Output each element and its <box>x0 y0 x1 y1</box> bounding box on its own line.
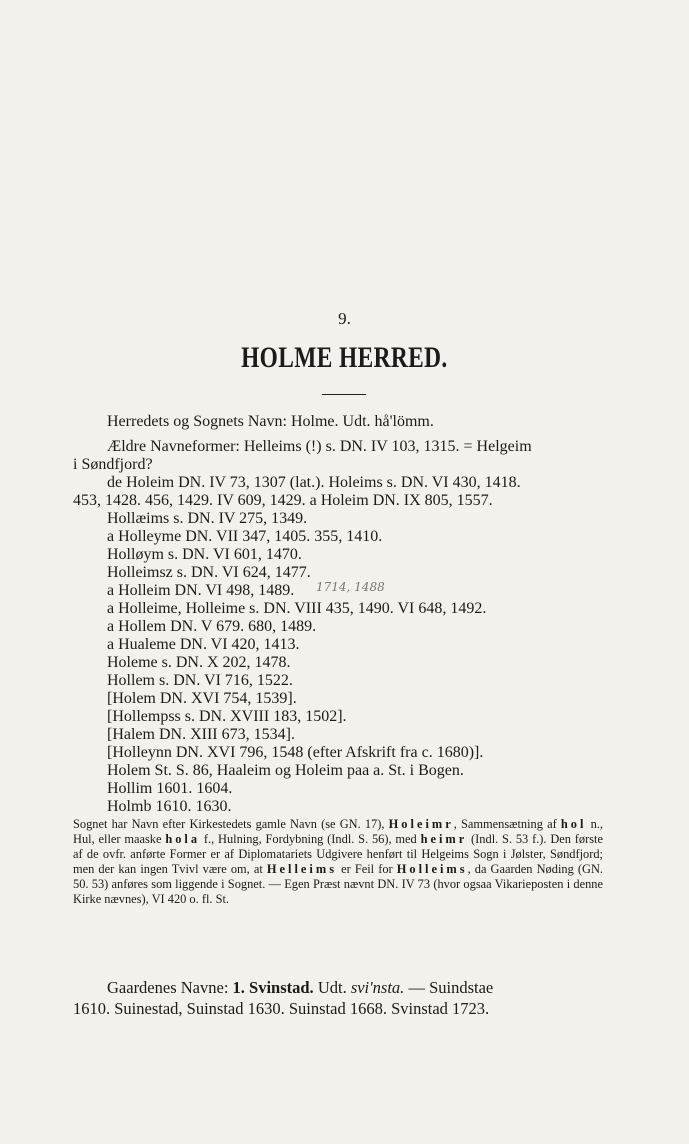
line-form: 453, 1428. 456, 1429. IV 609, 1429. a Holeim DN. IX 805, 1557. <box>73 492 493 509</box>
line-form: Holem St. S. 86, Haaleim og Holeim paa a. St. i Bogen. <box>107 762 464 779</box>
farm-names <box>73 977 603 1019</box>
farm-line-1 <box>73 977 603 998</box>
spaced-word: hol <box>560 817 587 831</box>
line-form: Hollim 1601. 1604. <box>107 780 233 797</box>
farm-name: Svinstad. <box>249 978 314 997</box>
line-form-bracketed: [Holem DN. XVI 754, 1539]. <box>107 690 297 707</box>
line-form: a Holleime, Holleime s. DN. VIII 435, 1490. VI 648, 1492. <box>107 600 487 617</box>
line-form: a Hualeme DN. VI 420, 1413. <box>107 636 300 653</box>
line-form: Hollem s. DN. VI 716, 1522. <box>107 672 293 689</box>
spaced-word: Holleims <box>396 862 468 877</box>
farm-rest: — Suindstae <box>404 978 494 997</box>
line-form: Holeme s. DN. X 202, 1478. <box>107 654 291 671</box>
spaced-word: hola <box>165 832 201 847</box>
handwritten-note: 1714, 1488 <box>316 580 385 594</box>
line-form: Holmb 1610. 1630. <box>107 798 232 815</box>
line-form-bracketed: [Halem DN. XIII 673, 1534]. <box>107 726 295 743</box>
farm-pronunciation: svi'nsta. <box>350 978 405 997</box>
line-form: Hollæims s. DN. IV 275, 1349. <box>107 510 308 527</box>
page-title: HOLME HERRED. <box>241 341 448 374</box>
line-form: a Holleyme DN. VII 347, 1405. 355, 1410. <box>107 528 383 545</box>
line-sondfjord: i Søndfjord? <box>73 456 153 473</box>
spaced-word: Helleims <box>266 862 338 877</box>
line-parish-name <box>107 413 434 431</box>
farm-number: 1. <box>232 978 245 997</box>
line-older-forms: Ældre Navneformer: Helleims (!) s. DN. IV 103, 1315. = Helgeim <box>107 438 532 455</box>
line-form: Holløym s. DN. VI 601, 1470. <box>107 546 302 563</box>
title-divider <box>322 394 366 395</box>
line-form-bracketed: [Hollempss s. DN. XVIII 183, 1502]. <box>107 708 347 725</box>
farm-line-2: 1610. Suinestad, Suinstad 1630. Suinstad 1668. Svinstad 1723. <box>73 999 490 1018</box>
line-form-bracketed: [Holleynn DN. XVI 796, 1548 (efter Afskrift fra c. 1680)]. <box>107 744 484 761</box>
commentary-text: er Feil for <box>337 862 397 877</box>
line-form: a Holleim DN. VI 498, 1489. <box>107 582 295 599</box>
commentary-text: (Indl. S. 53 f.). Den første af de ovfr. anførte Former er af Diplomatariets Udgivere henført til Helgeims Sogn i Jølster, Søndfjord; men der kan ingen Tvivl være om, at <box>73 832 604 877</box>
commentary-text: , Sammensætning af <box>453 817 561 831</box>
line-form: de Holeim DN. IV 73, 1307 (lat.). Holeims s. DN. VI 430, 1418. <box>107 474 521 491</box>
line-form: Holleimsz s. DN. VI 624, 1477. <box>107 564 311 581</box>
commentary-text: , da Gaarden Nøding (GN. 50. 53) anføres som liggende i Sognet. — Egen Præst nævnt DN. IV 73 (hvor ogsaa Vikarieposten i denne Kirke nævnes), VI 420 o. fl. St. <box>73 862 603 907</box>
line-form: a Hollem DN. V 679. 680, 1489. <box>107 618 317 635</box>
farm-udt: Udt. <box>313 978 351 997</box>
commentary-paragraph <box>73 817 603 908</box>
spaced-word: heimr <box>420 832 468 847</box>
commentary-text: f., Hulning, Fordybning (Indl. S. 56), med <box>200 832 421 847</box>
spaced-word: Holeimr <box>388 817 454 831</box>
commentary-text: Sognet har Navn efter Kirkestedets gamle Navn (se GN. 17), <box>73 817 389 831</box>
line-text: Herredets og Sognets Navn: Holme. Udt. hå'lömm. <box>107 413 434 430</box>
commentary-text: n., Hul, eller maaske <box>73 817 604 847</box>
farm-intro: Gaardenes Navne: <box>107 978 233 997</box>
page-number: 9. <box>338 309 351 328</box>
